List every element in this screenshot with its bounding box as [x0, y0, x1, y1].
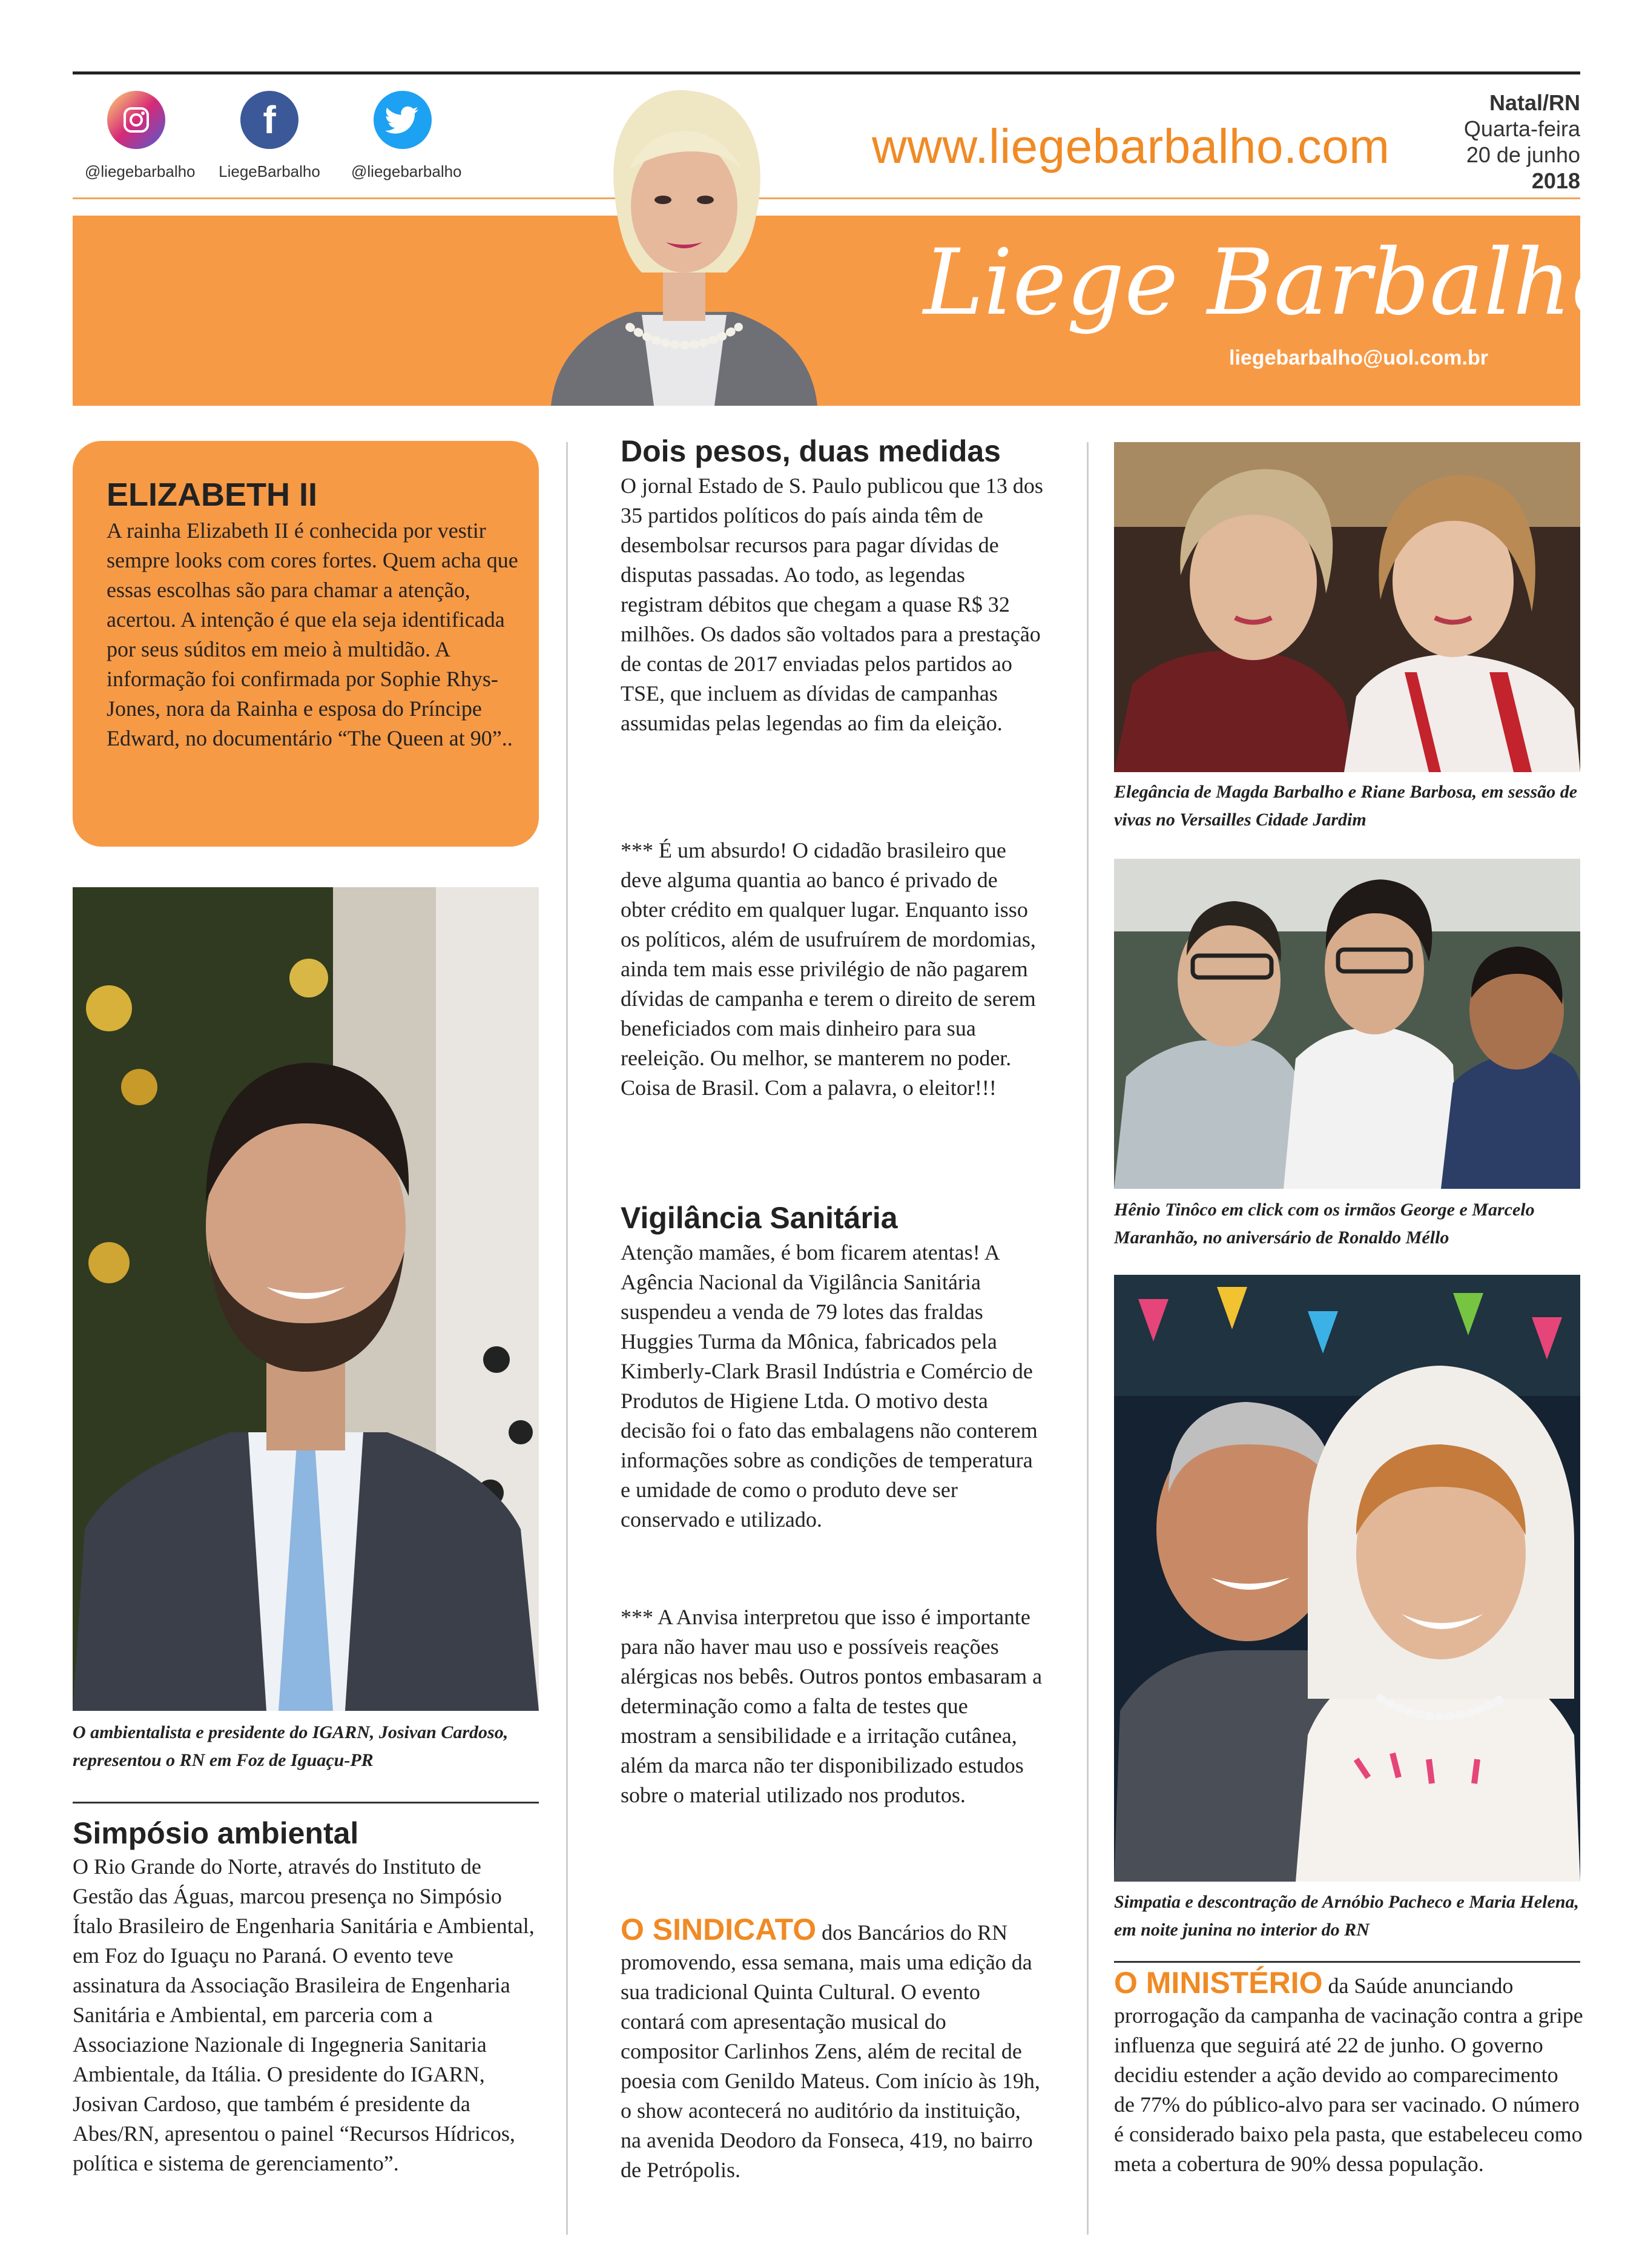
instagram-handle: @liegebarbalho — [85, 162, 196, 180]
facebook-icon: f — [240, 91, 298, 149]
top-rule — [73, 71, 1580, 74]
sindicato-lead: O SINDICATO — [621, 1913, 817, 1946]
columnist-name: Liege Barbalho — [923, 230, 1626, 336]
facebook-handle: LiegeBarbalho — [219, 162, 320, 180]
column-divider-2 — [1087, 442, 1089, 2235]
facebook-link[interactable] — [218, 91, 321, 181]
twitter-link[interactable] — [351, 91, 462, 181]
photo-magda-caption: Elegância de Magda Barbalho e Riane Barbosa, em sessão de vivas no Versailles Cidade Jardim — [1114, 782, 1578, 830]
dois-pesos-comment: *** É um absurdo! O cidadão brasileiro que deve alguma quantia ao banco é privado de obter crédito em qualquer lugar. Enquanto isso os políticos, além de usufruírem de mordomias, ainda tem mais esse privilégio de não pagarem dívidas de campanha e terem o direito de serem beneficiados com mais dinheiro para sua reeleição. Ou melhor, se manterem no poder. Coisa de Brasil. Com a palavra, o eleitor!!! — [621, 838, 1036, 1100]
dois-pesos-title: Dois pesos, duas medidas — [621, 434, 1001, 468]
date-block — [1464, 90, 1580, 194]
photo-josivan — [73, 887, 539, 1711]
elizabeth-title: ELIZABETH II — [107, 477, 317, 513]
columnist-portrait — [533, 79, 836, 406]
vigilancia-text: Atenção mamães, é bom ficarem atentas! A Agência Nacional da Vigilância Sanitária suspendeu a venda de 79 lotes das fraldas Huggies Turma da Mônica, fabricados pela Kimberly-Clark Brasil Indústria e Comércio de Produtos de Higiene Ltda. O motivo desta decisão foi o fato das embalagens não conterem informações sobre as condições de temperatura e umidade de como o produto deve ser conservado e utilizado. — [621, 1240, 1038, 1532]
year: 2018 — [1531, 168, 1580, 193]
photo-henio-caption: Hênio Tinôco em click com os irmãos George e Marcelo Maranhão, no aniversário de Ronaldo Méllo — [1114, 1200, 1535, 1248]
caption-rule-3 — [1114, 1961, 1580, 1963]
column-divider-1 — [566, 442, 568, 2235]
sindicato-text: dos Bancários do RN promovendo, essa semana, mais uma edição da sua tradicional Quinta Cultural. O evento contará com apresentação musical do compositor Carlinhos Zens, além de recital de poesia com Genildo Mateus. Com início às 19h, o show acontecerá no auditório da instituição, na avenida Deodoro da Fonseca, 419, no bairro de Petrópolis. — [621, 1920, 1040, 2182]
date: 20 de junho — [1466, 142, 1580, 167]
simposio-title: Simpósio ambiental — [73, 1816, 359, 1850]
photo-henio — [1114, 859, 1580, 1189]
caption-rule-1 — [73, 1802, 539, 1803]
ministerio-lead: O MINISTÉRIO — [1114, 1966, 1323, 2000]
weekday: Quarta-feira — [1463, 116, 1580, 141]
ministerio-paragraph — [1114, 1968, 1583, 2179]
instagram-icon — [107, 91, 165, 149]
photo-arnobio-maria — [1114, 1275, 1580, 1882]
email-link[interactable]: liegebarbalho@uol.com.br — [1229, 346, 1488, 369]
photo-arnobio-caption: Simpatia e descontração de Arnóbio Pacheco e Maria Helena, em noite junina no interior do RN — [1114, 1892, 1580, 1940]
photo-magda-riane — [1114, 442, 1580, 772]
city: Natal/RN — [1489, 90, 1580, 115]
twitter-icon — [374, 91, 432, 149]
vigilancia-comment: *** A Anvisa interpretou que isso é importante para não haver mau uso e possíveis reações alérgicas nos bebês. Outros pontos embasaram a determinação como a falta de testes que mostram a sensibilidade e a irritação cutânea, além da marca não ter disponibilizado estudos sobre o material utilizado nos produtos. — [621, 1605, 1043, 1807]
ministerio-text: da Saúde anunciando prorrogação da campanha de vacinação contra a gripe influenza que seguirá até 22 de junho. O governo decidiu estender a ação devido ao comparecimento de 77% do público-alvo para ser vacinado. O número é considerado baixo pela pasta, que estabeleceu como meta a cobertura de 90% dessa população. — [1114, 1974, 1583, 2176]
photo-josivan-caption: O ambientalista e presidente do IGARN, Josivan Cardoso, representou o RN em Foz de Iguaçu-PR — [73, 1722, 509, 1770]
twitter-handle: @liegebarbalho — [351, 162, 462, 180]
sindicato-paragraph — [621, 1915, 1044, 2185]
instagram-link[interactable] — [85, 91, 196, 181]
vigilancia-title: Vigilância Sanitária — [621, 1201, 898, 1235]
elizabeth-text: A rainha Elizabeth II é conhecida por vestir sempre looks com cores fortes. Quem acha que essas escolhas são para chamar a atenção, acertou. A intenção é que ela seja identificada por seus súditos em meio à multidão. A informação foi confirmada por Sophie Rhys-Jones, nora da Rainha e esposa do Príncipe Edward, no documentário “The Queen at 90”.. — [107, 518, 518, 750]
dois-pesos-text: O jornal Estado de S. Paulo publicou que 13 dos 35 partidos políticos do país ainda têm de desembolsar recursos para pagar dívidas de disputas passadas. Ao todo, as legendas registram débitos que chegam a quase R$ 32 milhões. Os dados são voltados para a prestação de contas de 2017 enviadas pelos partidos ao TSE, que incluem as dívidas de campanhas assumidas pelas legendas ao fim da eleição. — [621, 474, 1043, 735]
website-url[interactable]: www.liegebarbalho.com — [872, 119, 1390, 173]
simposio-text: O Rio Grande do Norte, através do Instituto de Gestão das Águas, marcou presença no Simpósio Ítalo Brasileiro de Engenharia Sanitária e Ambiental, em Foz do Iguaçu no Paraná. O evento teve assinatura da Associação Brasileira de Engenharia Sanitária e Ambiental, em parceria com a Associazione Nazionale di Ingegneria Sanitaria Ambientale, da Itália. O presidente do IGARN, Josivan Cardoso, que também é presidente da Abes/RN, apresentou o painel “Recursos Hídricos, política e sistema de gerenciamento”. — [73, 1854, 535, 2175]
